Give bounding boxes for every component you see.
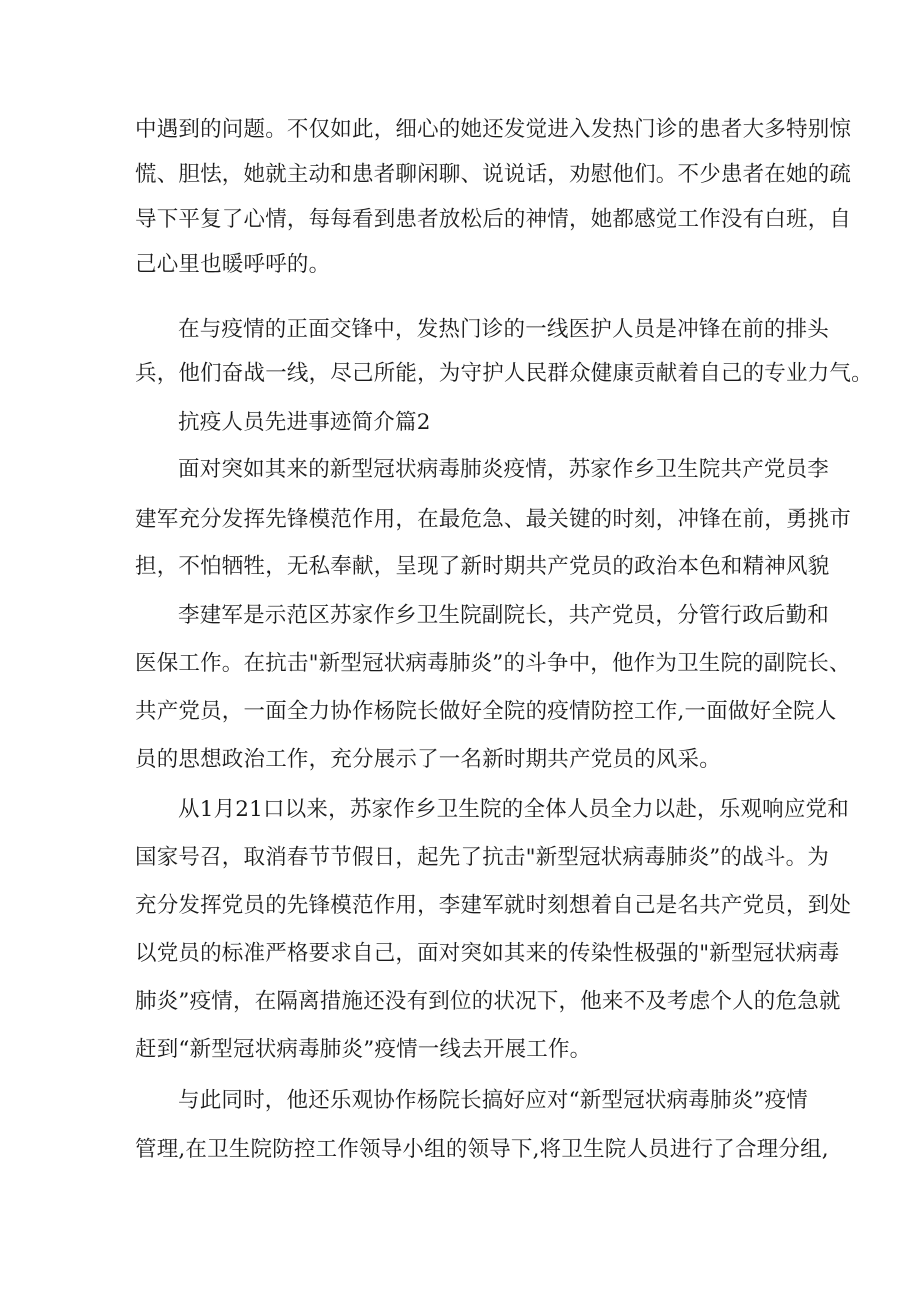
text-line: 以党员的标准严格要求自己，面对突如其来的传染性极强的"新型冠状病毒 [135,941,840,966]
text-line: 共产党员，一面全力协作杨院长做好全院的疫情防控工作,一面做好全院人 [135,699,837,724]
text-line: 肺炎”疫情，在隔离措施还没有到位的状况下，他来不及考虑个人的危急就 [135,989,841,1014]
text-line: 导下平复了心情，每每看到患者放松后的神情，她都感觉工作没有白班，自 [135,207,852,232]
text-line: 李建军是示范区苏家作乡卫生院副院长，共产党员，分管行政后勤和 [178,603,830,628]
text-line: 己心里也暖呼呼的。 [135,252,331,277]
section-heading: 抗疫人员先进事迹简介篇2 [178,410,431,435]
text-line: 管理,在卫生院防控工作领导小组的领导下,将卫生院人员进行了合理分组, [135,1137,829,1162]
text-line: 建军充分发挥先锋模范作用，在最危急、最关键的时刻，冲锋在前，勇挑市 [135,507,852,532]
text-line: 赶到“新型冠状病毒肺炎”疫情一线去开展工作。 [135,1037,592,1062]
text-line: 面对突如其来的新型冠状病毒肺炎疫情，苏家作乡卫生院共产党员李 [178,457,830,482]
text-line: 医保工作。在抗击"新型冠状病毒肺炎”的斗争中，他作为卫生院的副院长、 [135,651,851,676]
text-line: 慌、胆怯，她就主动和患者聊闲聊、说说话，劝慰他们。不少患者在她的疏 [135,162,852,187]
text-line: 与此同时，他还乐观协作杨院长搞好应对“新型冠状病毒肺炎”疫情 [178,1088,808,1113]
text-line: 国家号召，取消春节节假日，起先了抗击"新型冠状病毒肺炎”的战斗。为 [135,845,829,870]
text-line: 兵，他们奋战一线，尽己所能，为守护人民群众健康贡献着自己的专业力气。 [135,361,873,386]
text-line: 员的思想政治工作，充分展示了一名新时期共产党员的风采。 [135,747,721,772]
text-line: 充分发挥党员的先锋模范作用，李建军就时刻想着自己是名共产党员，到处 [135,893,852,918]
text-line: 在与疫情的正面交锋中，发热门诊的一线医护人员是冲锋在前的排头 [178,317,830,342]
text-line: 中遇到的问题。不仅如此，细心的她还发觉进入发热门诊的患者大多特别惊 [135,117,852,142]
text-line: 从1月21口以来，苏家作乡卫生院的全体人员全力以赴，乐观响应党和 [178,797,849,822]
text-line: 担，不怕牺牲，无私奉献，呈现了新时期共产党员的政治本色和精神风貌 [135,554,830,579]
